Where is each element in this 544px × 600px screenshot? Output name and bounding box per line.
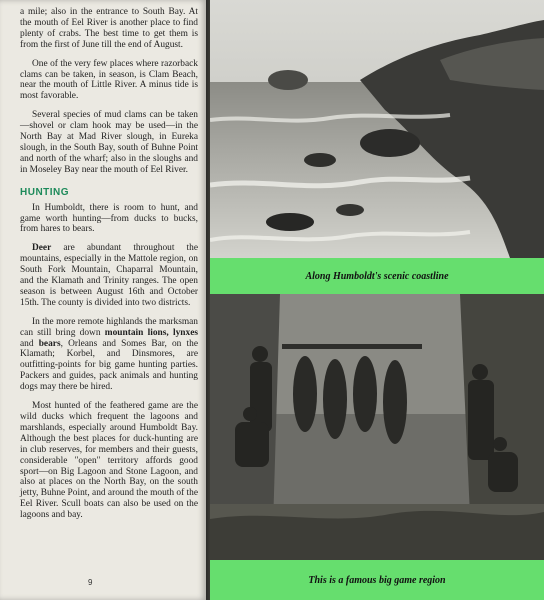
section-heading-hunting: HUNTING [20, 186, 70, 198]
hunting-photo-image [210, 294, 544, 560]
paragraph-big-game [20, 317, 198, 393]
page-number: 9 [88, 578, 93, 587]
big-game-text-c: , Orleans and Somes Bar, on the Klamath; Korbel, and Dinsmores, are outfitting-points for big game hunting parties. Packers and guides, pack animals and hunting dogs may there be hired. [20, 338, 198, 393]
big-game-term-2: bears [38, 338, 61, 349]
paragraph-mud-clams: Several species of mud clams can be taken—shovel or clam hook may be used—in the North Bay at Mad River slough, in Eureka slough, in the South Bay, south of Buhne Point and north of the wharf; also in the sloughs and in Moseley Bay near the mouth of Eel River. [20, 110, 198, 175]
paragraph-deer [20, 243, 198, 308]
deer-text: are abundant throughout the mountains, especially in the Mattole region, on South Fork Mountain, Chaparral Mountain, and the Klamath and Trinity ranges. The open season is between August 16th and October 15th. The county is divided into two districts. [20, 243, 198, 308]
coastline-photo [210, 0, 544, 258]
big-game-text-a: In the more remote highlands the marksman can still bring down [20, 316, 198, 338]
hunting-caption: This is a famous big game region [210, 560, 544, 600]
big-game-term-1: mountain lions, lynxes [104, 327, 198, 338]
paragraph-razorback-clams: One of the very few places where razorback clams can be taken, in season, is Clam Beach, near the mouth of Little River. A minus tide is most favorable. [20, 58, 198, 102]
big-game-text-b: and [20, 338, 39, 349]
hunting-photo [210, 294, 544, 560]
paragraph-ducks: Most hunted of the feathered game are the wild ducks which frequent the lagoons and marshlands, especially around Humboldt Bay. Although the best places for duck-hunting are in club reserves, for members and their guests, considerable "open" territory affords good sport—on Big Lagoon and Stone Lagoon, and also at places on the North Bay, on the south jetty, Buhne Point, and around the mouth of the Eel River. Scull boats can also be used on the lagoons and bay. [20, 401, 199, 521]
paragraph-hunting-intro: In Humboldt, there is room to hunt, and game worth hunting—from ducks to bucks, from hares to bears. [20, 202, 198, 235]
coastline-photo-image [210, 0, 544, 258]
text-column [20, 7, 198, 529]
text-page [0, 0, 206, 600]
deer-term: Deer [32, 243, 52, 254]
paragraph-crabs: a mile; also in the entrance to South Bay. At the mouth of Eel River is another place to find plenty of crabs. The best time to get them is from the first of June till the end of August. [20, 7, 198, 50]
coastline-caption: Along Humboldt's scenic coastline [210, 258, 544, 294]
